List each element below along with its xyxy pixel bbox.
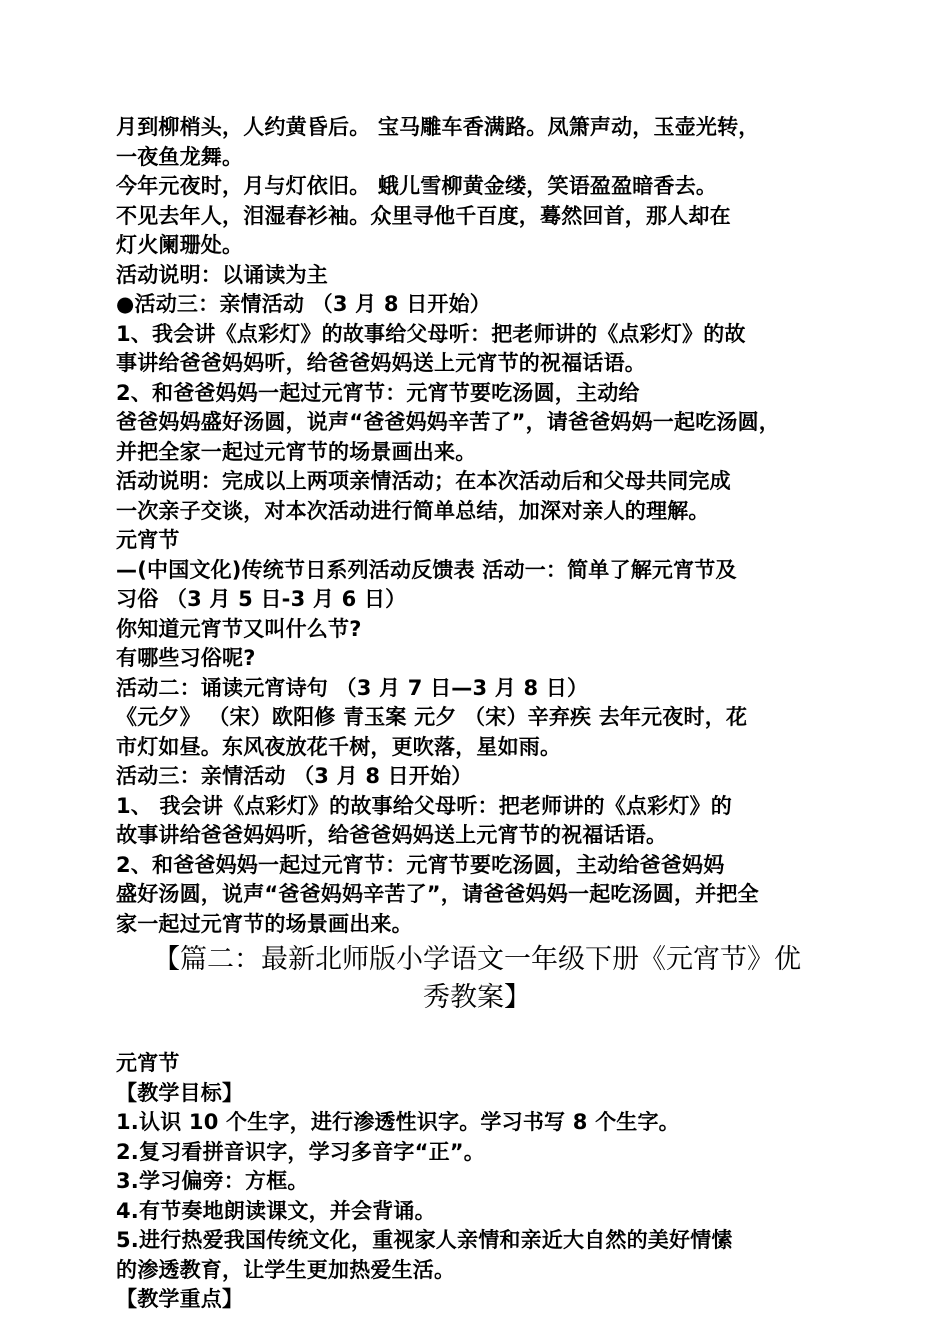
text-line: 活动三：亲情活动 （3 月 8 日开始） — [116, 764, 473, 788]
document-body — [116, 113, 838, 1315]
text-line: 2、和爸爸妈妈一起过元宵节：元宵节要吃汤圆，主动给 — [116, 380, 640, 405]
text-line: 家一起过元宵节的场景画出来。 — [116, 911, 413, 936]
text-line: 一夜鱼龙舞。 — [116, 144, 244, 169]
text-line: 元宵节 — [116, 1051, 180, 1075]
text-line: 的渗透教育，让学生更加热爱生活。 — [116, 1257, 456, 1282]
text-line: 5.进行热爱我国传统文化，重视家人亲情和亲近大自然的美好情愫 — [116, 1228, 733, 1252]
text-line: 1、我会讲《点彩灯》的故事给父母听：把老师讲的《点彩灯》的故 — [116, 321, 746, 346]
text-line: 市灯如昼。东风夜放花千树，更吹落，星如雨。 — [116, 734, 562, 759]
text-line: 2.复习看拼音识字，学习多音字“正”。 — [116, 1139, 485, 1164]
text-line: 有哪些习俗呢? — [116, 646, 256, 670]
text-line: 爸爸妈妈盛好汤圆，说声“爸爸妈妈辛苦了”，请爸爸妈妈一起吃汤圆， — [116, 410, 781, 434]
text-line: 【教学目标】 — [116, 1080, 244, 1105]
text-line: ●活动三：亲情活动 （3 月 8 日开始） — [116, 292, 491, 316]
text-line: 灯火阑珊处。 — [116, 233, 244, 257]
text-line: 故事讲给爸爸妈妈听，给爸爸妈妈送上元宵节的祝福话语。 — [116, 823, 668, 847]
text-line: 2、和爸爸妈妈一起过元宵节：元宵节要吃汤圆，主动给爸爸妈妈 — [116, 852, 725, 877]
text-line: 你知道元宵节又叫什么节? — [116, 616, 362, 641]
text-line: 盛好汤圆，说声“爸爸妈妈辛苦了”，请爸爸妈妈一起吃汤圆，并把全 — [116, 882, 759, 906]
text-line: 事讲给爸爸妈妈听，给爸爸妈妈送上元宵节的祝福话语。 — [116, 351, 646, 375]
text-line: 不见去年人，泪湿春衫袖。众里寻他千百度，蓦然回首，那人却在 — [116, 203, 731, 228]
section-heading-line: 【篇二：最新北师版小学语文一年级下册《元宵节》优 — [153, 944, 801, 975]
text-line: 【教学重点】 — [116, 1287, 244, 1311]
section-heading-line: 秀教案】 — [423, 982, 531, 1013]
text-line: 月到柳梢头，人约黄昏后。 宝马雕车香满路。凤箫声动，玉壶光转， — [116, 115, 760, 139]
text-line: —(中国文化)传统节日系列活动反馈表 活动一：简单了解元宵节及 — [116, 557, 737, 582]
text-line: 3.学习偏旁：方框。 — [116, 1169, 309, 1193]
text-line: 1、 我会讲《点彩灯》的故事给父母听：把老师讲的《点彩灯》的 — [116, 793, 732, 818]
activity-section — [116, 113, 838, 939]
text-line: 4.有节奏地朗读课文，并会背诵。 — [116, 1198, 436, 1223]
text-line: 活动二：诵读元宵诗句 （3 月 7 日—3 月 8 日） — [116, 675, 589, 700]
lesson-plan-section — [116, 1049, 838, 1315]
text-line: 活动说明：完成以上两项亲情活动；在本次活动后和父母共同完成 — [116, 469, 731, 493]
section-heading — [116, 941, 838, 1017]
text-line: 1.认识 10 个生字，进行渗透性识字。学习书写 8 个生字。 — [116, 1110, 680, 1134]
text-line: 一次亲子交谈，对本次活动进行简单总结，加深对亲人的理解。 — [116, 498, 710, 523]
text-line: 习俗 （3 月 5 日-3 月 6 日） — [116, 587, 407, 611]
text-line: 今年元夜时，月与灯依旧。 蛾儿雪柳黄金缕，笑语盈盈暗香去。 — [116, 174, 718, 198]
text-line: 并把全家一起过元宵节的场景画出来。 — [116, 439, 477, 464]
text-line: 活动说明：以诵读为主 — [116, 262, 328, 287]
text-line: 元宵节 — [116, 528, 180, 552]
text-line: 《元夕》 （宋）欧阳修 青玉案 元夕 （宋）辛弃疾 去年元夜时，花 — [116, 705, 748, 729]
